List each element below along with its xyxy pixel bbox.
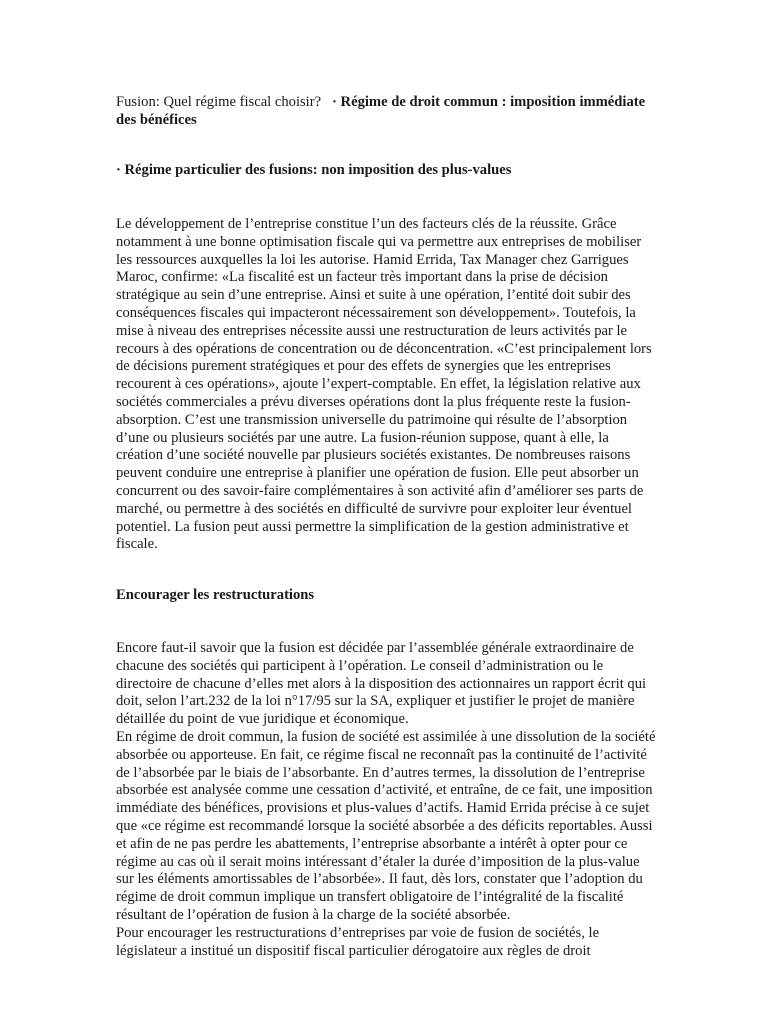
title-bullet: · — [332, 94, 341, 110]
paragraph-2c: Pour encourager les restructurations d’entreprises par voie de fusion de sociétés, le législateur a institué un dispositif fiscal particulier dérogatoire aux règles de droit — [116, 924, 600, 959]
document-title — [116, 94, 656, 130]
bullet-heading — [116, 162, 656, 180]
paragraph-intro — [116, 216, 656, 554]
bullet-heading-text: Régime particulier des fusions: non imposition des plus-values — [124, 162, 512, 178]
section-heading: Encourager les restructurations — [116, 587, 315, 603]
paragraph-2b: En régime de droit commun, la fusion de société est assimilée à une dissolution de la société absorbée ou apporteuse. En fait, ce régime fiscal ne reconnaît pas la continuité de l’activité de l’absorbée par le biais de l’absorbante. En d’autres termes, la dissolution de l’entreprise absorbée est analysée comme une cessation d’activité, et entraîne, de ce fait, une imposition immédiate des bénéfices, provisions et plus-values d’actifs. Hamid Errida précise à ce sujet que «ce régime est recommandé lorsque la société absorbée a des déficits reportables. Aussi et afin de ne pas perdre les abattements, l’entreprise absorbante a intérêt à opter pour ce régime au cas où il serait moins intéressant d’étaler la durée d’imposition de la plus-value sur les éléments amortissables de l’absorbée». Il faut, dès lors, constater que l’adoption du régime de droit commun implique un transfert obligatoire de l’intégralité de la fiscalité résultant de l’opération de fusion à la charge de la société absorbée. — [116, 728, 656, 923]
bullet-symbol: · — [116, 162, 125, 178]
paragraph-2a: Encore faut-il savoir que la fusion est décidée par l’assemblée générale extraordinaire de chacune des sociétés qui participent à l’opération. Le conseil d’administration ou le directoire de chacune d’elles met alors à la disposition des actionnaires un rapport écrit qui doit, selon l’art.232 de la loi n°17/95 sur la SA, expliquer et justifier le projet de manière détaillée du point de vue juridique et économique. — [116, 640, 647, 728]
title-plain-text: Fusion: Quel régime fiscal choisir? — [116, 94, 322, 110]
title-bold-text: Régime de droit commun : imposition immédiate des bénéfices — [116, 94, 646, 128]
paragraph-1: Le développement de l’entreprise constitue l’un des facteurs clés de la réussite. Grâce notamment à une bonne optimisation fiscale qui va permettre aux entreprises de mobiliser les ressources auxquelles la loi les autorise. Hamid Errida, Tax Manager chez Garrigues Maroc, confirme: «La fiscalité est un facteur très important dans la prise de décision stratégique au sein d’une entreprise. Ainsi et suite à une opération, l’entité doit subir des conséquences fiscales qui impacteront nécessairement son développement». Toutefois, la mise à niveau des entreprises nécessite aussi une restructuration de leurs activités par le recours à des opérations de concentration ou de déconcentration. «C’est principalement lors de décisions purement stratégiques et pour des effets de synergies que les entreprises recourent à ces opérations», ajoute l’expert-comptable. En effet, la législation relative aux sociétés commerciales a prévu diverses opérations dont la plus fréquente reste la fusion-absorption. C’est une transmission universelle du patrimoine qui résulte de l’absorption d’une ou plusieurs sociétés par une autre. La fusion-réunion suppose, quant à elle, la création d’une société nouvelle par plusieurs sociétés existantes. De nombreuses raisons peuvent conduire une entreprise à planifier une opération de fusion. Elle peut absorber un concurrent ou des savoir-faire complémentaires à son activité afin d’améliorer ses parts de marché, ou permettre à des sociétés en difficulté de survivre pour exploiter leur éventuel potentiel. La fusion peut aussi permettre la simplification de la gestion administrative et fiscale. — [116, 216, 652, 553]
paragraph-body — [116, 640, 656, 960]
